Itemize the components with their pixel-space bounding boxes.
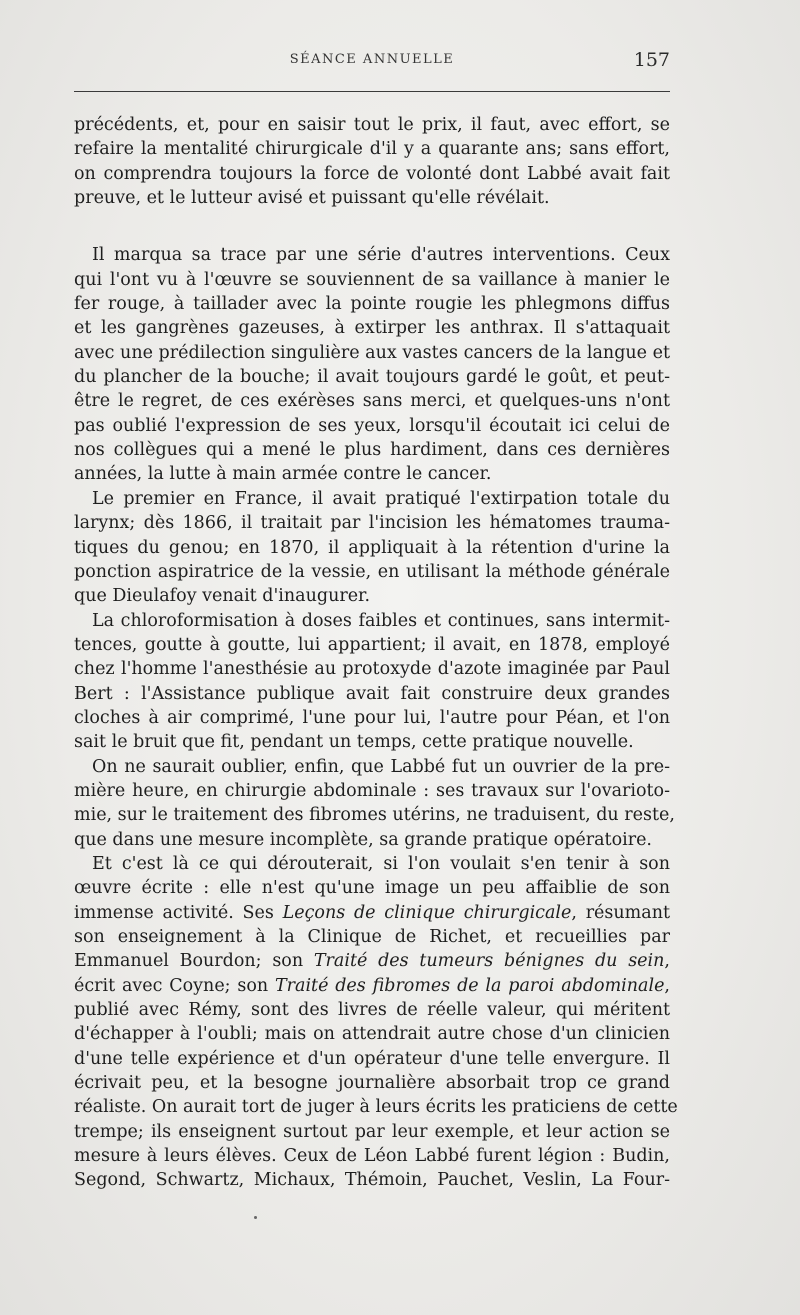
text-line: être le regret, de ces exérèses sans merci, et quelques-uns n'ont — [74, 391, 670, 412]
line-text: , — [664, 975, 670, 996]
text-line: refaire la mentalité chirurgicale d'il y a quarante ans; sans effort, — [74, 139, 670, 160]
text-line: mie, sur le traitement des fibromes utérins, ne traduisent, du reste, — [74, 805, 675, 826]
text-line — [74, 974, 670, 998]
book-title-fibromes: Traité des fibromes de la paroi abdominale — [274, 975, 665, 996]
page-number: 157 — [633, 49, 670, 71]
text-line: œuvre écrite : elle n'est qu'une image un peu affaiblie de son — [74, 878, 670, 899]
text-line: d'échapper à l'oubli; mais on attendrait autre chose d'un clinicien — [74, 1024, 670, 1045]
text-line: preuve, et le lutteur avisé et puissant qu'elle révélait. — [74, 188, 550, 209]
line-text: , — [664, 951, 670, 972]
text-line: cloches à air comprimé, l'une pour lui, l'autre pour Péan, et l'on — [74, 707, 670, 728]
text-line: mière heure, en chirurgie abdominale : ses travaux sur l'ovarioto- — [74, 780, 670, 801]
line-text: écrit avec Coyne; son — [74, 975, 275, 996]
text-line: chez l'homme l'anesthésie au protoxyde d'azote imaginée par Paul — [74, 659, 670, 680]
text-line: réaliste. On aurait tort de juger à leurs écrits les praticiens de cette — [74, 1097, 678, 1118]
text-line: écrivait peu, et la besogne journalière absorbait trop ce grand — [74, 1073, 670, 1094]
text-line: précédents, et, pour en saisir tout le prix, il faut, avec effort, se — [74, 115, 670, 135]
text-line: qui l'ont vu à l'œuvre se souviennent de sa vaillance à manier le — [74, 269, 670, 290]
text-line: mesure à leurs élèves. Ceux de Léon Labbé furent légion : Budin, — [74, 1146, 670, 1167]
running-title: SÉANCE ANNUELLE — [289, 52, 455, 67]
text-line: du plancher de la bouche; il avait toujours gardé le goût, et peut- — [74, 367, 670, 388]
paragraph-2 — [74, 243, 670, 486]
body-text — [74, 113, 678, 1193]
text-line: fer rouge, à taillader avec la pointe rougie les phlegmons diffus — [74, 294, 670, 315]
ink-speck — [254, 1216, 257, 1219]
text-line: larynx; dès 1866, il traitait par l'incision les hématomes trauma- — [74, 513, 670, 534]
text-line: on comprendra toujours la force de volonté dont Labbé avait fait — [74, 163, 670, 184]
text-line — [74, 949, 670, 973]
text-line: trempe; ils enseignent surtout par leur exemple, et leur action se — [74, 1121, 670, 1142]
text-line: ponction aspiratrice de la vessie, en utilisant la méthode générale — [74, 561, 670, 582]
book-title-lecons: Leçons de clinique chirurgicale — [282, 902, 572, 923]
text-line: tences, goutte à goutte, lui appartient; il avait, en 1878, employé — [74, 634, 670, 655]
running-head — [74, 49, 670, 76]
paragraph-5 — [74, 755, 675, 852]
text-line: La chloroformisation à doses faibles et continues, sans intermit- — [92, 610, 670, 631]
text-line: son enseignement à la Clinique de Richet, et recueillies par — [74, 927, 670, 947]
paragraph-gap — [74, 210, 670, 243]
book-title-tumeurs: Traité des tumeurs bénignes du sein — [313, 951, 665, 972]
paragraph-1 — [74, 113, 670, 210]
text-line: avec une prédilection singulière aux vastes cancers de la langue et — [74, 342, 670, 363]
paragraph-3 — [74, 487, 670, 609]
text-line: pas oublié l'expression de ses yeux, lorsqu'il écoutait ici celui de — [74, 415, 670, 436]
text-line: sait le bruit que fit, pendant un temps, cette pratique nouvelle. — [74, 732, 634, 753]
header-rule — [74, 91, 670, 92]
text-line: Et c'est là ce qui dérouterait, si l'on voulait s'en tenir à son — [92, 853, 670, 874]
text-line: publié avec Rémy, sont des livres de réelle valeur, qui méritent — [74, 1000, 670, 1021]
text-line: Segond, Schwartz, Michaux, Thémoin, Pauchet, Veslin, La Four- — [74, 1170, 670, 1191]
paragraph-6 — [74, 852, 678, 1193]
text-line: On ne saurait oublier, enfin, que Labbé fut un ouvrier de la pre- — [92, 756, 670, 777]
line-text: , résumant — [571, 902, 670, 923]
paragraph-4 — [74, 609, 670, 755]
line-text: immense activité. Ses — [74, 902, 283, 923]
text-line: Bert : l'Assistance publique avait fait construire deux grandes — [74, 683, 670, 704]
text-line: tiques du genou; en 1870, il appliquait à la rétention d'urine la — [74, 537, 670, 558]
text-line: que dans une mesure incomplète, sa grande pratique opératoire. — [74, 829, 652, 850]
line-text: Emmanuel Bourdon; son — [74, 951, 314, 972]
text-line: Il marqua sa trace par une série d'autres interventions. Ceux — [92, 245, 670, 266]
text-line: nos collègues qui a mené le plus hardiment, dans ces dernières — [74, 440, 670, 461]
text-line: et les gangrènes gazeuses, à extirper les anthrax. Il s'attaquait — [74, 318, 670, 339]
text-line — [74, 901, 670, 925]
text-line: que Dieulafoy venait d'inaugurer. — [74, 586, 371, 607]
text-line: années, la lutte à main armée contre le cancer. — [74, 464, 492, 485]
text-line: Le premier en France, il avait pratiqué l'extirpation totale du — [92, 488, 670, 509]
text-line: d'une telle expérience et d'un opérateur d'une telle envergure. Il — [74, 1048, 670, 1069]
